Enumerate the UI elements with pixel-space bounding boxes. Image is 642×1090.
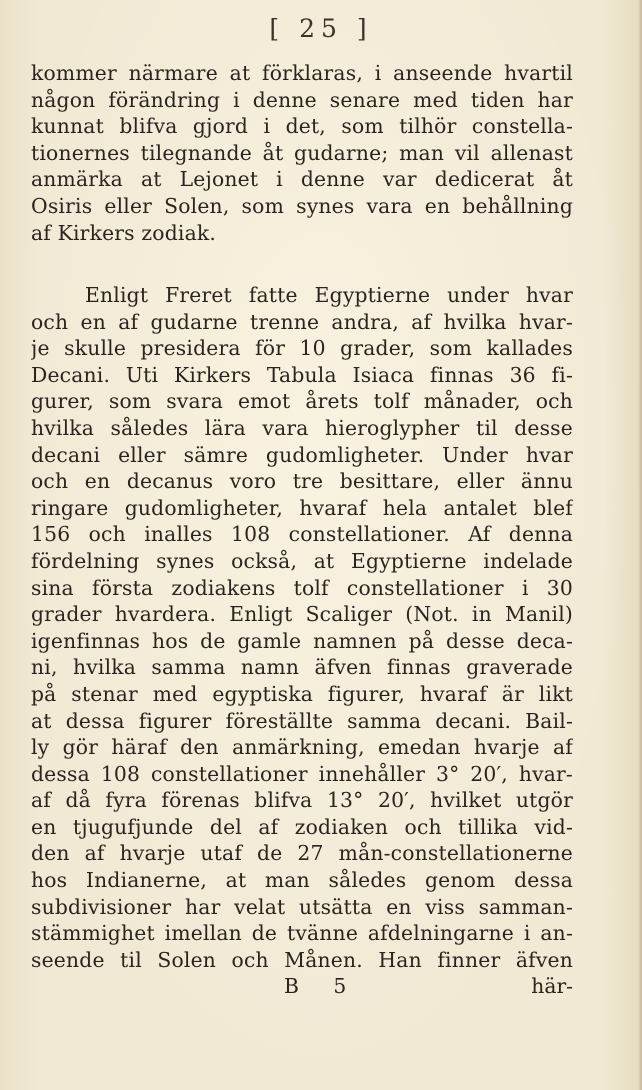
text-line: grader hvardera. Enligt Scaliger (Not. in Manil) (31, 602, 573, 627)
text-line: stämmighet imellan de tvänne afdelningarne i an- (31, 921, 573, 946)
page-edge-shadow (638, 0, 642, 1090)
text-line: hos Indianerne, at man således genom dessa (31, 868, 573, 893)
page-footer (31, 972, 573, 1000)
text-line: af då fyra förenas blifva 13° 20′, hvilket utgör (31, 788, 573, 813)
text-line: decani eller sämre gudomligheter. Under hvar (31, 442, 573, 467)
text-line: Decani. Uti Kirkers Tabula Isiaca finnas 36 fi- (31, 362, 573, 387)
page-number: [ 25 ] (269, 14, 373, 43)
text-line: af Kirkers zodiak. (31, 220, 217, 245)
text-line: kunnat blifva gjord i det, som tilhör constella- (31, 114, 573, 139)
text-line: ringare gudomligheter, hvaraf hela antalet blef (31, 495, 573, 520)
signature-mark: B 5 (284, 974, 361, 998)
text-line: en tjugufjunde del af zodiaken och tillika vid- (31, 814, 573, 839)
text-line: igenfinnas hos de gamle namnen på desse deca- (31, 628, 573, 653)
text-line: at dessa figurer föreställte samma decani. Bail- (31, 708, 573, 733)
text-line: sina första zodiakens tolf constellationer i 30 (31, 575, 573, 600)
text-line: 156 och inalles 108 constellationer. Af denna (31, 522, 573, 547)
text-line: fördelning synes också, at Egyptierne indelade (31, 548, 573, 573)
paragraph-2 (31, 282, 573, 973)
text-line: på stenar med egyptiska figurer, hvaraf är likt (31, 681, 573, 706)
text-line: seende til Solen och Månen. Han finner äfven (31, 947, 573, 972)
text-line: och en af gudarne trenne andra, af hvilka hvar- (31, 309, 573, 334)
catchword: här- (531, 974, 573, 998)
text-line: ni, hvilka samma namn äfven finnas graverade (31, 655, 573, 680)
text-line: gurer, som svara emot årets tolf månader, och (31, 389, 573, 414)
text-line: hvilka således lära vara hieroglypher til desse (31, 415, 573, 440)
text-line: den af hvarje utaf de 27 mån-constellationerne (31, 841, 573, 866)
text-line: anmärka at Lejonet i denne var dedicerat åt (31, 167, 573, 192)
text-line: dessa 108 constellationer innehåller 3° 20′, hvar- (31, 761, 573, 786)
text-line: någon förändring i denne senare med tiden har (31, 87, 573, 112)
paragraph-1 (31, 60, 573, 246)
text-line: kommer närmare at förklaras, i anseende hvartil (31, 61, 573, 85)
text-line: tionernes tilegnande åt gudarne; man vil allenast (31, 140, 573, 165)
text-line: subdivisioner har velat utsätta en viss samman- (31, 894, 573, 919)
text-line: je skulle presidera för 10 grader, som kallades (31, 336, 573, 361)
text-line: Osiris eller Solen, som synes vara en behållning (31, 193, 573, 218)
text-line: Enligt Freret fatte Egyptierne under hvar (85, 283, 573, 307)
text-line: ly gör häraf den anmärkning, emedan hvarje af (31, 735, 573, 760)
text-line: och en decanus voro tre besittare, eller ännu (31, 469, 573, 494)
